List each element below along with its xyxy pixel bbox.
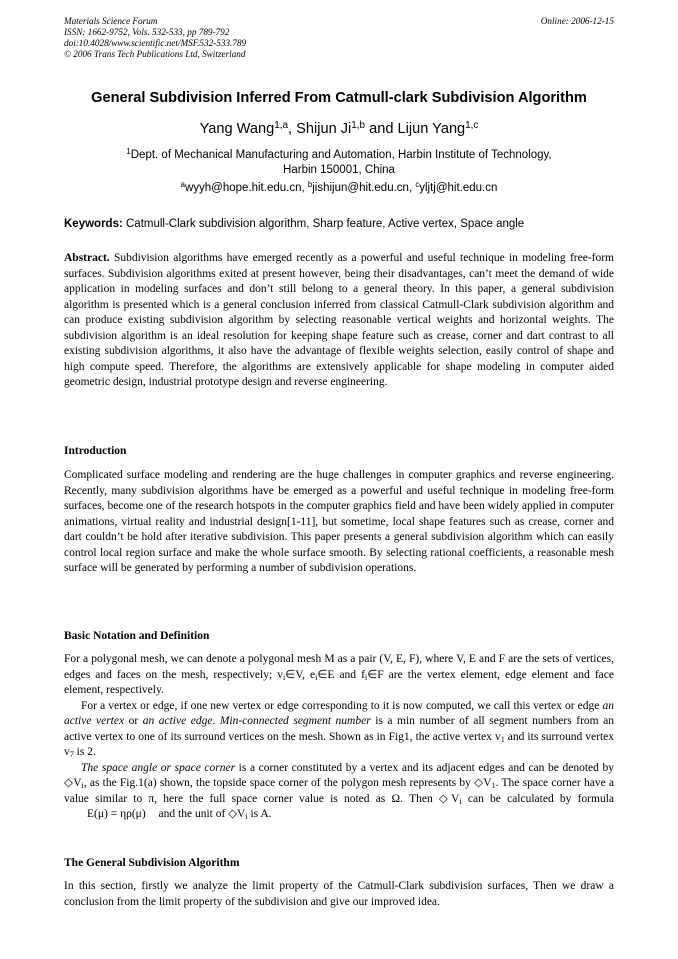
email-superscript: a	[180, 180, 185, 190]
author-name: Shijun Ji	[296, 121, 352, 137]
email-list	[0, 182, 678, 194]
affiliation-line-1: Dept. of Mechanical Manufacturing and Automation, Harbin Institute of Technology,	[130, 149, 552, 161]
text-run: is A.	[247, 808, 272, 821]
author-superscript: 1,a	[274, 120, 289, 132]
text-run: .	[212, 715, 220, 728]
copyright: © 2006 Trans Tech Publications Ltd, Switzerland	[64, 49, 246, 59]
subscript: i	[459, 796, 462, 806]
introduction-body	[64, 468, 614, 577]
term-min-connected: Min-connected segment number	[219, 715, 371, 728]
term-active-edge: an active edge	[142, 715, 213, 728]
author-separator: ,	[288, 121, 297, 137]
term-active-vertex: an active vertex	[64, 699, 614, 728]
text-run: ∈V, e	[285, 668, 316, 681]
author-name: Lijun Yang	[397, 121, 466, 137]
abstract	[64, 251, 614, 391]
affiliation-superscript: 1	[126, 147, 131, 157]
email-superscript: c	[415, 180, 420, 190]
journal-header	[64, 16, 614, 60]
text-run: and its surround vertex v	[64, 730, 614, 759]
author-name: Yang Wang	[199, 121, 275, 137]
text-run: is a min number of all segment numbers from an active vertex to one of its surround vertices on the mesh. Shown as in Fig1, the active vertex v	[64, 715, 614, 743]
text-run: For a vertex or edge, if one new vertex or edge corresponding to it is now computed, we call this vertex or edge	[81, 699, 603, 712]
issn: ISSN: 1662-9752, Vols. 532-533, pp 789-792	[64, 27, 230, 37]
email-link[interactable]: yljtj@hit.edu.cn	[419, 182, 498, 194]
email-separator: ,	[301, 182, 308, 194]
general-heading: The General Subdivision Algorithm	[64, 857, 240, 869]
text-run: is 2.	[73, 746, 96, 759]
general-body	[64, 879, 614, 910]
text-run: and the unit of ◇V	[155, 808, 246, 821]
general-text: In this section, firstly we analyze the limit property of the Catmull-Clark subdivision surfaces, Then we draw a conclusion from the limit property of the subdivision and give our improved idea.	[64, 880, 614, 908]
subscript: 7	[69, 750, 74, 760]
subscript: 1	[500, 734, 505, 744]
abstract-label: Abstract.	[64, 252, 110, 264]
author-superscript: 1,b	[351, 120, 366, 132]
notation-paragraph-1	[64, 652, 614, 699]
subscript: i	[245, 812, 248, 822]
text-run: ∈E and f	[317, 668, 365, 681]
keywords-label: Keywords:	[64, 218, 123, 230]
text-run: . The space corner have a value similar to π, here the full space corner value is noted as Ω. Then ◇V	[64, 777, 614, 805]
email-superscript: b	[307, 180, 313, 190]
paper-title: General Subdivision Inferred From Catmull-clark Subdivision Algorithm	[91, 90, 587, 106]
affiliation	[64, 148, 614, 178]
author-superscript: 1,c	[465, 120, 479, 132]
author-separator: and	[365, 121, 398, 137]
term-space-angle: The space angle or space corner	[81, 761, 236, 774]
introduction-heading: Introduction	[64, 445, 127, 457]
email-link[interactable]: jishijun@hit.edu.cn	[312, 182, 409, 194]
inline-formula: E(μ) = ηρ(μ)	[87, 808, 146, 821]
text-run: For a polygonal mesh, we can denote a polygonal mesh M as a pair (V, E, F), where V, E and F are the sets of vertices, edges and faces on the mesh, respectively; v	[64, 653, 614, 681]
notation-body	[64, 652, 614, 823]
subscript: 1	[491, 781, 496, 791]
affiliation-line-2: Harbin 150001, China	[283, 164, 395, 176]
doi: doi:10.4028/www.scientific.net/MSF.532-533.789	[64, 38, 247, 48]
journal-name: Materials Science Forum	[64, 16, 158, 26]
text-run: can be calculated by formula	[461, 792, 614, 805]
notation-paragraph-2	[64, 699, 614, 761]
keywords	[64, 218, 614, 230]
subscript: i	[364, 672, 368, 682]
text-run: is a corner constituted by a vertex and its adjacent edges and can be denoted by ◇V	[64, 761, 614, 790]
text-run: , as the Fig.1(a) shown, the topside space corner of the polygon mesh represents by ◇V	[83, 777, 492, 790]
notation-heading: Basic Notation and Definition	[64, 630, 210, 642]
subscript: i	[282, 672, 286, 682]
subscript: i	[81, 781, 84, 791]
email-separator: ,	[408, 182, 416, 194]
online-date: Online: 2006-12-15	[540, 16, 614, 26]
keywords-text: Catmull-Clark subdivision algorithm, Sharp feature, Active vertex, Space angle	[122, 218, 525, 230]
abstract-text: Subdivision algorithms have emerged recently as a powerful and useful technique in modeling free-form surfaces. Subdivision algorithms exited at present however, being their disadvantages, can’t meet the demand of wide application in modeling surfaces and don’t still belong to a general theory. In this paper, a general subdivision algorithm is presented which is a general conclusion inferred from classical Catmull-Clark subdivision algorithm and can produce existing subdivision algorithm by selecting reasonable vertical weights and horizontal weights. The subdivision algorithm is an ideal resolution for keeping shape feature such as crease, corner and dart contrast to all existing subdivision algorithms, it also have the advantage of flexible weights selection, easily control of shape and high compute speed. Therefore, the algorithms are extensively applicable for shape modeling in computer aided geometric design, industrial prototype design and reverse engineering.	[64, 252, 614, 389]
introduction-text: Complicated surface modeling and rendering are the huge challenges in computer graphics and reverse engineering. Recently, many subdivision algorithms have be emerged as a powerful and useful technique in modeling free-form surfaces, become one of the research hotspots in the computer graphics field and have been widely applied in computer animations, virtual reality and industrial design[1-11], but sometime, local shape features such as crease, corner and dart couldn’t be hold after iterative subdivision. This paper presents a general subdivision algorithm which can easily control local region surface and make the whole surface smooth. By selecting rational coefficients, a reasonable mesh surface will be generated by performing a number of subdivision operations.	[64, 469, 614, 575]
author-list	[0, 121, 678, 137]
email-link[interactable]: wyyh@hope.hit.edu.cn	[184, 182, 302, 194]
notation-paragraph-3	[64, 761, 614, 823]
subscript: i	[315, 672, 318, 682]
text-run: ∈F are the vertex element, edge element and face element, respectively.	[64, 668, 614, 697]
text-run: or	[124, 715, 143, 728]
